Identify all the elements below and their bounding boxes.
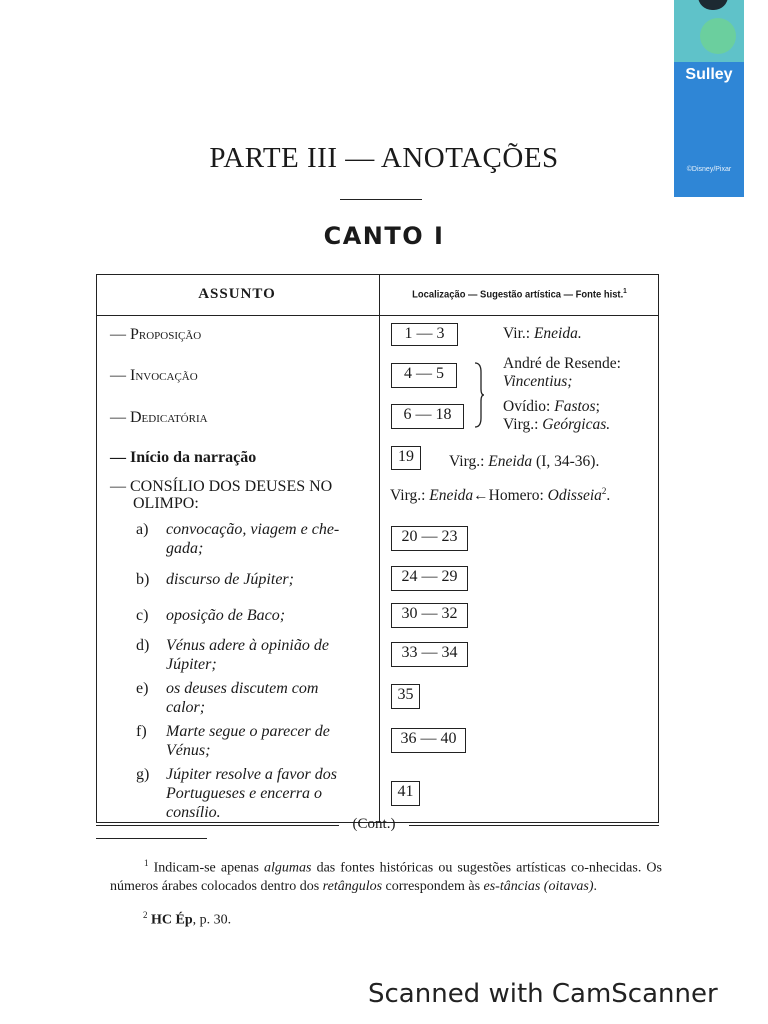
sub-item-b: b) discurso de Júpiter; (136, 571, 294, 588)
header-divider (97, 315, 658, 316)
row-invocacao-label: — Invocação (110, 367, 198, 384)
canto-title: CANTO I (323, 222, 445, 250)
continued-marker: (Cont.) (96, 816, 659, 836)
stanza-box-c: 30 — 32 (391, 603, 468, 628)
bookmark-name: Sulley (685, 66, 733, 83)
sub-item-g: g) Júpiter resolve a favor dos Portugueses e encerra o consílio. (136, 766, 337, 821)
stanza-box-proposicao: 1 — 3 (391, 323, 458, 346)
stanza-box-dedicatoria: 6 — 18 (391, 404, 464, 429)
scanner-watermark: Scanned with CamScanner (368, 979, 718, 1009)
row-proposicao-label: — Proposição (110, 326, 202, 343)
footnote-rule (96, 838, 207, 839)
header-sources: Localização — Sugestão artística — Fonte hist.$^1$ (412, 288, 627, 301)
stanza-box-b: 24 — 29 (391, 566, 468, 591)
stanza-box-invocacao: 4 — 5 (391, 363, 457, 388)
row-consilio-label-line2: OLIMPO: (133, 495, 199, 512)
sub-item-c: c) oposição de Baco; (136, 607, 286, 624)
stanza-box-g: 41 (391, 781, 420, 806)
footnote-2-mark: 2 (143, 910, 148, 920)
source-dedicatoria-line1: Ovídio: Fastos; (503, 398, 600, 415)
bookmark-copyright: ©Disney/Pixar (686, 166, 732, 173)
part-title: PARTE III — ANOTAÇÕES (209, 142, 559, 174)
footnote-1: $^1$ Indicam-se apenas algumas das fontes históricas ou sugestões artísticas co-nhecidas. Os números árabes colocados dentro dos retângulos correspondem às es-tâncias (oitavas). (110, 858, 662, 894)
title-divider (340, 199, 422, 200)
footnote-1-mark: 1 (144, 858, 149, 868)
footnote-2: $^2$ HC Ép, p. 30. (143, 910, 232, 928)
consilio-footnote-mark: 2 (601, 486, 607, 496)
row-dedicatoria-label: — Dedicatória (110, 409, 208, 426)
stanza-box-d: 33 — 34 (391, 642, 468, 667)
header-footnote-mark: 1 (623, 288, 627, 295)
source-invocacao-line1: André de Resende: (503, 355, 621, 372)
sub-item-e: e) os deuses discutem com calor; (136, 680, 319, 716)
source-inicio: Virg.: Eneida (I, 34-36). (449, 453, 600, 470)
sub-item-f: f) Marte segue o parecer de Vénus; (136, 723, 330, 759)
stanza-box-a: 20 — 23 (391, 526, 468, 551)
source-consilio: Virg.: Eneida←Homero: Odisseia$^2$. (390, 486, 611, 505)
column-divider (379, 275, 380, 822)
sub-item-d: d) Vénus adere à opinião de Júpiter; (136, 637, 329, 673)
source-invocacao-line2: Vincentius; (503, 373, 573, 390)
stanza-box-inicio: 19 (391, 446, 421, 470)
row-inicio-narracao-label: — Início da narração (110, 449, 257, 466)
source-proposicao: Vir.: Eneida. (503, 325, 582, 342)
sub-item-a: a) convocação, viagem e che- gada; (136, 521, 340, 557)
source-dedicatoria-line2: Virg.: Geórgicas. (503, 416, 611, 433)
brace-icon (474, 362, 484, 428)
bookmark-character-spot (700, 18, 736, 54)
stanza-box-e: 35 (391, 684, 420, 709)
stanza-box-f: 36 — 40 (391, 728, 466, 753)
header-assunto: ASSUNTO (198, 286, 276, 302)
row-consilio-label-line1: — CONSÍLIO DOS DEUSES NO (110, 478, 333, 495)
